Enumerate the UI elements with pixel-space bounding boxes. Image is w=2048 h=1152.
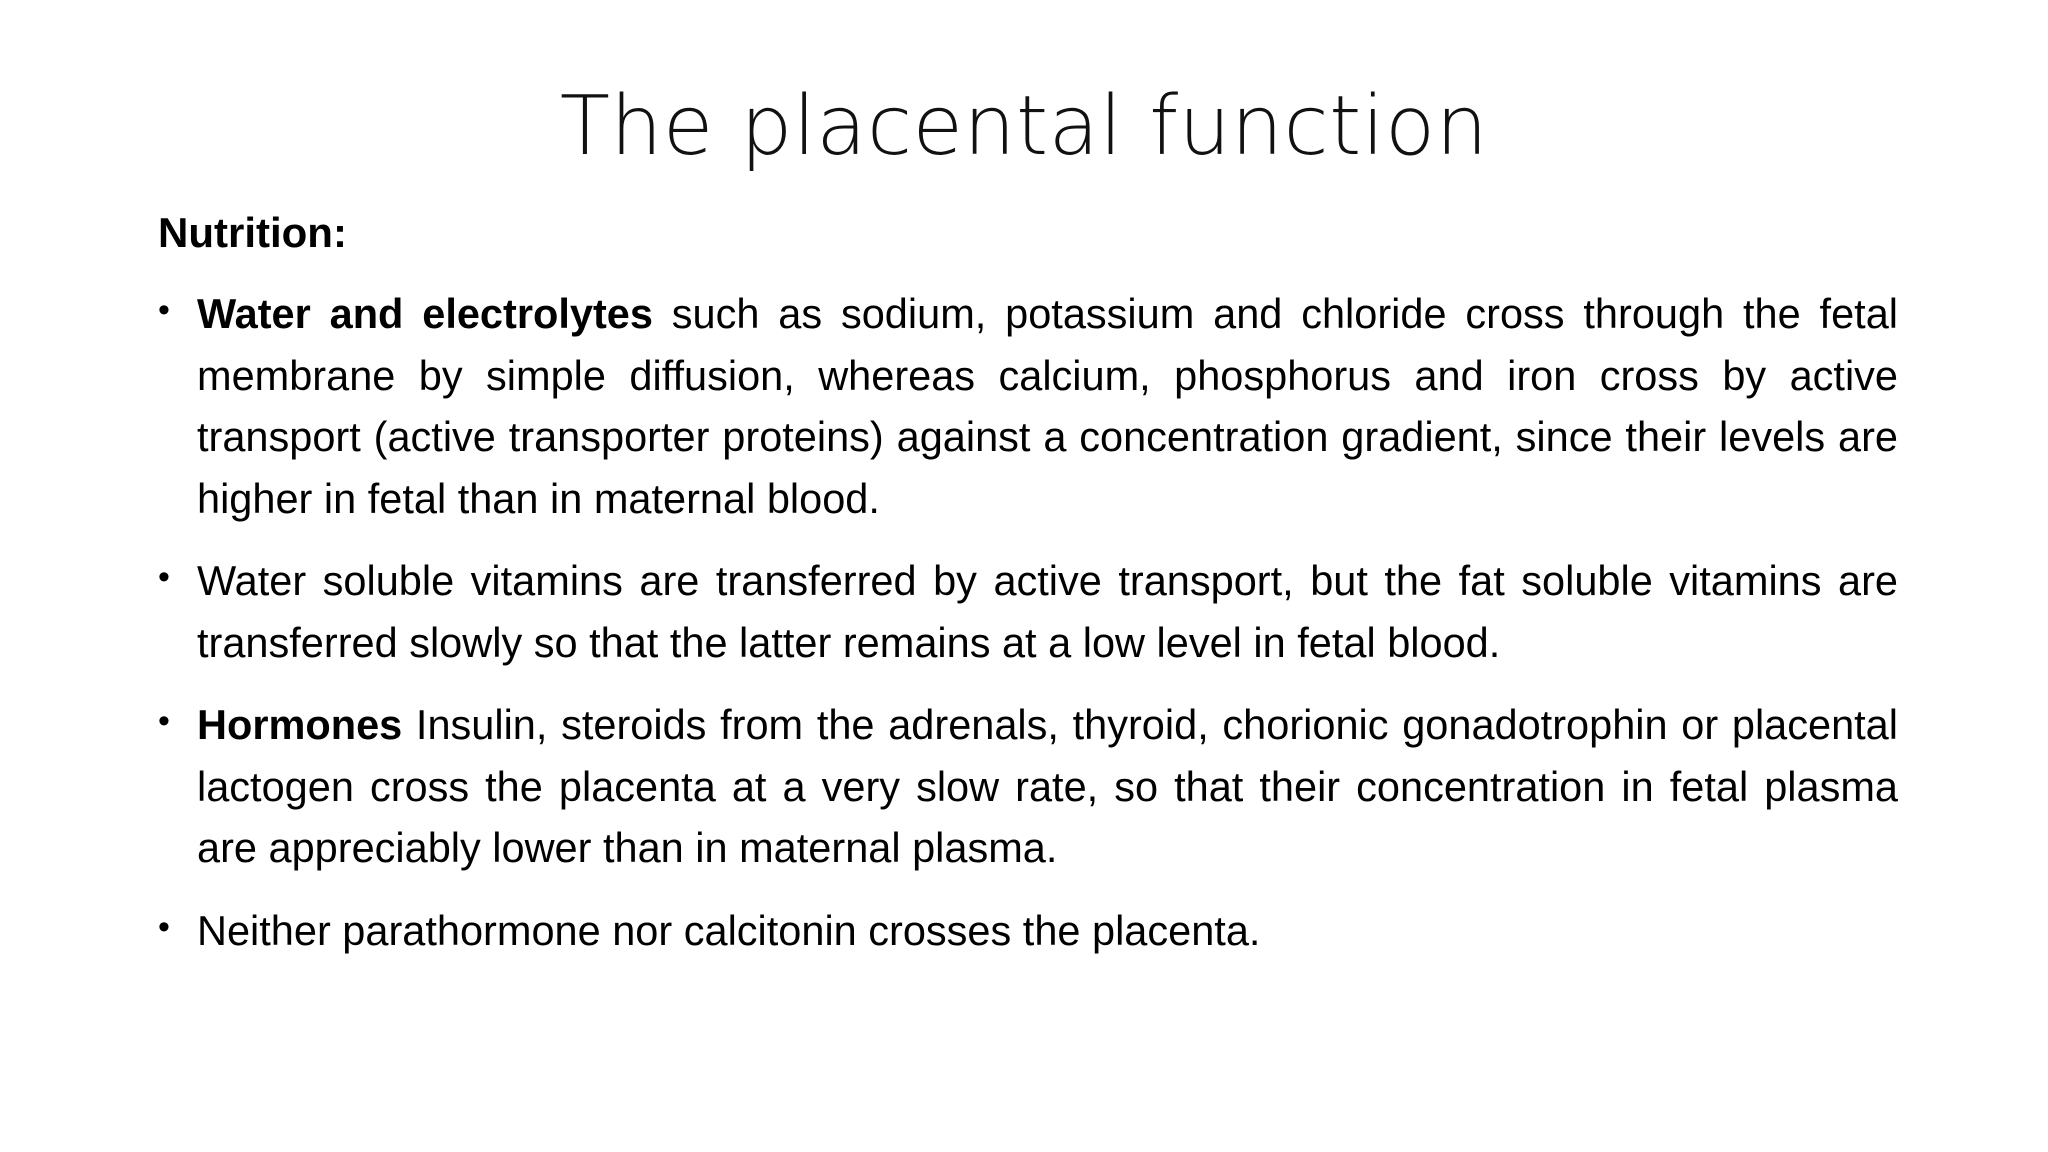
bullet-item-parathormone bbox=[158, 900, 1898, 962]
bullet-item-water-electrolytes bbox=[158, 283, 1898, 529]
bullet-bold-term: Hormones bbox=[197, 701, 403, 748]
bullet-icon: • bbox=[158, 558, 170, 596]
bullet-icon: • bbox=[158, 702, 170, 740]
bullet-text: Neither parathormone nor calcitonin crosses the placenta. bbox=[197, 906, 1261, 954]
bullet-text: Insulin, steroids from the adrenals, thyroid, chorionic gonadotrophin or placental lactogen cross the placenta at a very slow rate, so that their concentration in fetal plasma are appreciably lower than in maternal plasma. bbox=[197, 701, 1898, 871]
bullet-item-hormones bbox=[158, 694, 1898, 879]
bullet-bold-term: Water and electrolytes bbox=[197, 290, 653, 337]
bullet-text: Water soluble vitamins are transferred by active transport, but the fat soluble vitamins are transferred slowly so that the latter remains at a low level in fetal blood. bbox=[197, 557, 1898, 666]
bullet-icon: • bbox=[158, 291, 170, 329]
slide-body bbox=[158, 203, 1898, 982]
bullet-text: such as sodium, potassium and chloride cross through the fetal membrane by simple diffusion, whereas calcium, phosphorus and iron cross by active transport (active transporter proteins) against a concentration gradient, since their levels are higher in fetal than in maternal blood. bbox=[197, 290, 1898, 522]
bullet-icon: • bbox=[158, 907, 170, 946]
slide-title: The placental function bbox=[559, 79, 1489, 174]
section-heading: Nutrition: bbox=[158, 209, 347, 256]
bullet-item-vitamins bbox=[158, 550, 1898, 673]
bullet-list bbox=[158, 283, 1898, 961]
